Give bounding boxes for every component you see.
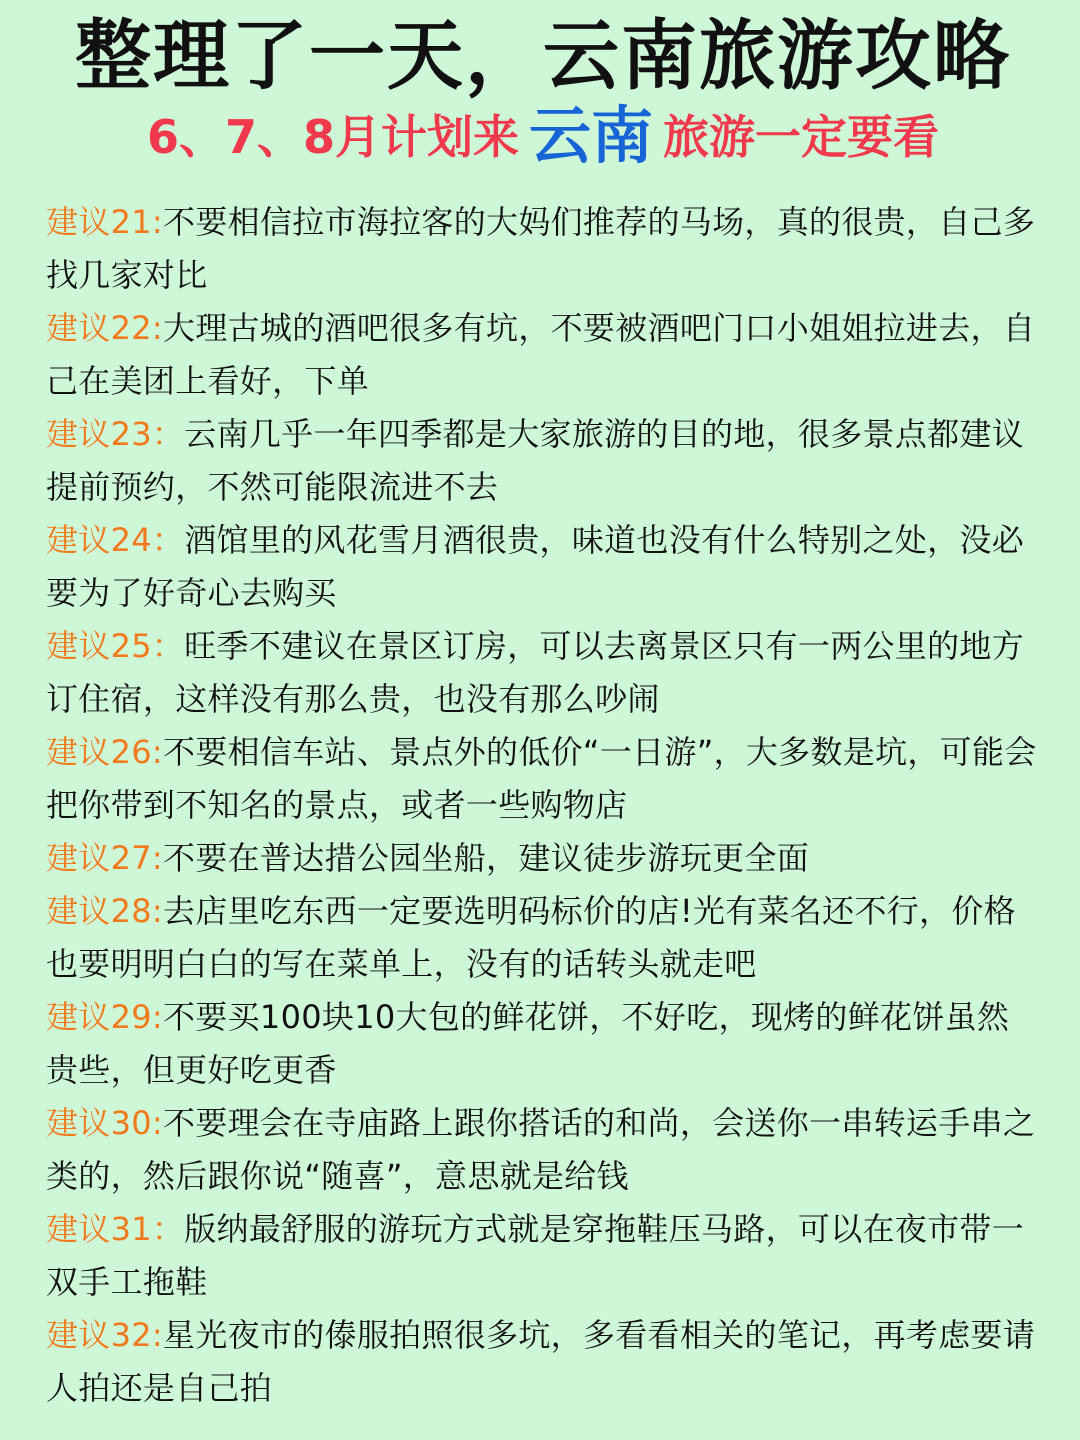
tip-text: 云南几乎一年四季都是大家旅游的目的地，很多景点都建议提前预约，不然可能限流进不去 [46,415,1025,506]
tip-label: 建议24： [46,521,185,559]
tip-label: 建议32: [46,1316,164,1354]
tip-item [46,832,1040,885]
tip-label: 建议21: [46,203,164,241]
tip-text: 星光夜市的傣服拍照很多坑，多看看相关的笔记，再考虑要请人拍还是自己拍 [46,1316,1036,1407]
tip-label: 建议29: [46,998,164,1036]
tip-label: 建议31： [46,1210,185,1248]
tip-text: 不要买100块10大包的鲜花饼，不好吃，现烤的鲜花饼虽然贵些，但更好吃更香 [46,998,1010,1089]
tip-text: 不要在普达措公园坐船，建议徒步游玩更全面 [163,839,810,877]
tip-text: 版纳最舒服的游玩方式就是穿拖鞋压马路，可以在夜市带一双手工拖鞋 [46,1210,1025,1301]
subtitle-highlight: 云南 [529,99,654,172]
page-subtitle [46,99,1040,172]
tip-label: 建议23： [46,415,185,453]
tip-item [46,408,1040,514]
tip-label: 建议25： [46,627,185,665]
tip-item [46,1203,1040,1309]
tip-text: 去店里吃东西一定要选明码标价的店!光有菜名还不行，价格也要明明白白的写在菜单上，没有的话转头就走吧 [46,892,1016,983]
tip-text: 不要理会在寺庙路上跟你搭话的和尚，会送你一串转运手串之类的，然后跟你说“随喜”，意思就是给钱 [46,1104,1036,1195]
tips-list [46,196,1040,1415]
tip-item [46,991,1040,1097]
subtitle-tail: 旅游一定要看 [663,110,940,164]
tip-label: 建议28: [46,892,164,930]
tip-text: 大理古城的酒吧很多有坑，不要被酒吧门口小姐姐拉进去，自己在美团上看好，下单 [46,309,1036,400]
tip-text: 酒馆里的风花雪月酒很贵，味道也没有什么特别之处，没必要为了好奇心去购买 [46,521,1025,612]
tip-item [46,726,1040,832]
tip-text: 旺季不建议在景区订房，可以去离景区只有一两公里的地方订住宿，这样没有那么贵，也没有那么吵闹 [46,627,1025,718]
tip-label: 建议30: [46,1104,164,1142]
tip-item [46,196,1040,302]
tip-item [46,514,1040,620]
subtitle-months: 6、7、8月计划来 [146,110,519,164]
tip-item [46,1097,1040,1203]
tip-item [46,1309,1040,1415]
page-title: 整理了一天，云南旅游攻略 [75,11,1011,100]
tip-text: 不要相信车站、景点外的低价“一日游”，大多数是坑，可能会把你带到不知名的景点，或者一些购物店 [46,733,1037,824]
tip-label: 建议26: [46,733,164,771]
tip-text: 不要相信拉市海拉客的大妈们推荐的马场，真的很贵，自己多找几家对比 [46,203,1036,294]
tip-item [46,885,1040,991]
tip-item [46,302,1040,408]
tip-label: 建议22: [46,309,164,347]
tip-item [46,620,1040,726]
tip-label: 建议27: [46,839,164,877]
